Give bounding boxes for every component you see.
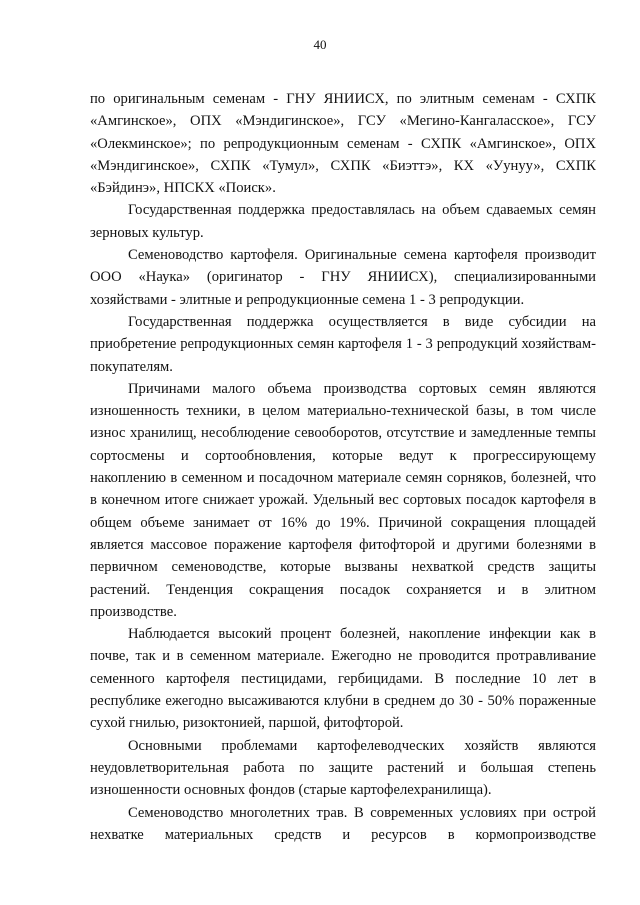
body-text bbox=[90, 88, 596, 846]
paragraph-state-support-grain: Государственная поддержка предоставлялась на объем сдаваемых семян зерновых культур. bbox=[90, 202, 596, 241]
paragraph-main-problems: Основными проблемами картофелеводческих хозяйств являются неудовлетворительная работа по защите растений и большая степень изношенности основных фондов (старые картофелехранилища). bbox=[90, 737, 596, 799]
paragraph-perennial-grasses: Семеноводство многолетних трав. В современных условиях при острой нехватке материальных средств и ресурсов в кормопроизводстве bbox=[90, 804, 596, 843]
paragraph-potato-seed-production: Семеноводство картофеля. Оригинальные семена картофеля производит ООО «Наука» (оригинатор - ГНУ ЯНИИСХ), специализированными хозяйствами - элитные и репродукционные семена 1 - 3 репродукции. bbox=[90, 247, 596, 308]
paragraph-low-production-reasons: Причинами малого объема производства сортовых семян являются изношенность техники, в целом материально-технической базы, в том числе износ хранилищ, несоблюдение севооборотов, отсутствие и замедленные темпы сортосмены и сортообновления, которые ведут к прогрессирующему накоплению в семенном и посадочном материале семян сорняков, болезней, что в конечном итоге снижает урожай. Удельный вес сортовых посадок картофеля в общем объеме занимает от 16% до 19%. Причиной сокращения площадей является массовое поражение картофеля фитофторой и другими болезнями в первичном семеноводстве, которые вызваны нехваткой средств защиты растений. Тенденция сокращения посадок сохраняется и в элитном производстве. bbox=[90, 380, 596, 620]
page-number: 40 bbox=[313, 37, 327, 52]
paragraph-seed-producers: по оригинальным семенам - ГНУ ЯНИИСХ, по элитным семенам - СХПК «Амгинское», ОПХ «Мэндигинское», ГСУ «Мегино-Кангаласское», ГСУ «Олекминское»; по репродукционным семенам - СХПК «Амгинское», ОПХ «Мэндигинское», СХПК «Тумул», СХПК «Биэттэ», КХ «Уунуу», СХПК «Бэйдинэ», НПСКХ «Поиск». bbox=[90, 91, 596, 197]
paragraph-state-support-potato: Государственная поддержка осуществляется в виде субсидии на приобретение репродукционных семян картофеля 1 - 3 репродукций хозяйствам-покупателям. bbox=[90, 313, 596, 375]
paragraph-disease-rates: Наблюдается высокий процент болезней, накопление инфекции как в почве, так и в семенном материале. Ежегодно не проводится протравливание семенного картофеля пестицидами, гербицидами. В последние 10 лет в республике ежегодно высаживаются клубни в среднем до 30 - 50% пораженные сухой гнилью, ризоктонией, паршой, фитофторой. bbox=[90, 626, 596, 732]
